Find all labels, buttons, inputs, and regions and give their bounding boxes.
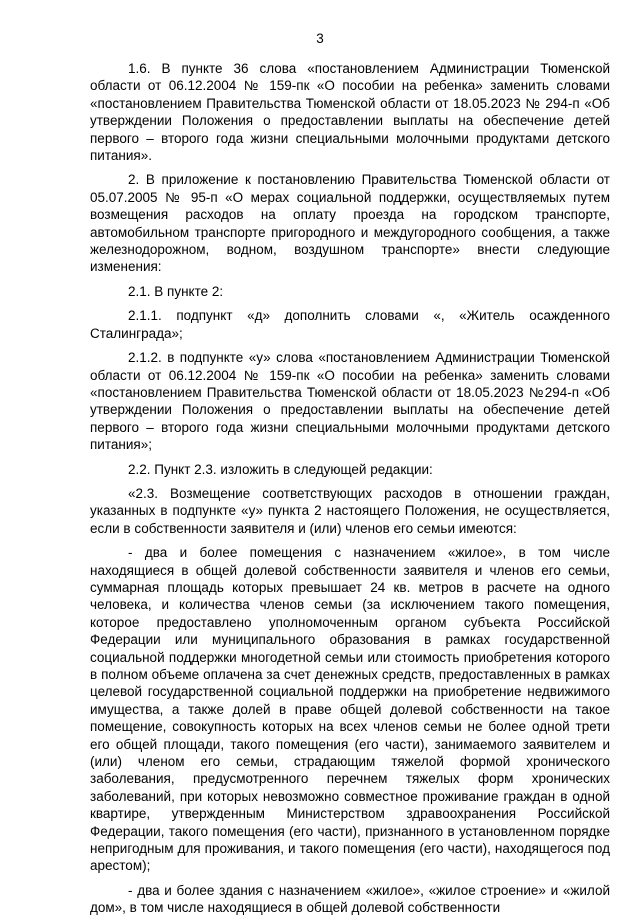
paragraph-2-2: 2.2. Пункт 2.3. изложить в следующей редакции: [128,461,433,477]
paragraph-2: 2. В приложение к постановлению Правительства Тюменской области от 05.07.2005 № 95-п «О мерах социальной поддержки, осуществляемых путем возмещения расходов на оплату проезда на городском транспорте, автомобильном транспорте пригородного и междугородного сообщения, а также железнодорожном, водном, воздушном транспорте» внести следующие изменения: [90,172,610,275]
page-number: 3 [316,31,324,46]
document-body [90,60,610,924]
paragraph-2-1-2: 2.1.2. в подпункте «у» слова «постановлением Администрации Тюменской области от 06.12.2004 № 159-пк «О пособии на ребенка» заменить словами «постановлением Правительства Тюменской области от 18.05.2023 №294-п «Об утверждении Положения о предоставлении выплаты на обеспечение детей первого – второго года жизни специальными молочными продуктами детского питания»; [90,350,610,453]
list-item-buildings: - два и более здания с назначением «жилое», «жилое строение» и «жилой дом», в том числе находящиеся в общей долевой собственности [90,882,610,916]
list-item-premises: - два и более помещения с назначением «жилое», в том числе находящиеся в общей долевой собственности заявителя и членов его семьи, суммарная площадь которых превышает 24 кв. метров в расчете на одного человека, и количества членов семьи (за исключением такого помещения, которое предоставлено уполномоченным органом субъекта Российской Федерации или муниципального образования в рамках государственной социальной поддержки многодетной семьи или стоимость приобретения которого в полном объеме оплачена за счет денежных средств, предоставленных в рамках целевой государственной социальной поддержки на приобретение недвижимого имущества, а также долей в праве общей долевой собственности на такое помещение, совокупность которых на всех членов семьи не более одной трети его общей площади, такого помещения (его части), занимаемого заявителем и (или) членом его семьи, страдающим тяжелой формой хронического заболевания, предусмотренного перечнем тяжелых форм хронических заболеваний, при которых невозможно совместное проживание граждан в одной квартире, утвержденным Министерством здравоохранения Российской Федерации, такого помещения (его части), признанного в установленном порядке непригодным для проживания, и такого помещения (его части), находящегося под арестом); [90,545,610,874]
paragraph-2-1: 2.1. В пункте 2: [128,283,224,299]
paragraph-2-1-1: 2.1.1. подпункт «д» дополнить словами «, «Житель осажденного Сталинграда»; [90,308,610,341]
paragraph-2-3: «2.3. Возмещение соответствующих расходов в отношении граждан, указанных в подпункте «у» пункта 2 настоящего Положения, не осуществляется, если в собственности заявителя и (или) членов его семьи имеются: [90,485,610,536]
paragraph-1-6: 1.6. В пункте 36 слова «постановлением Администрации Тюменской области от 06.12.2004 № 159-пк «О пособии на ребенка» заменить словами «постановлением Правительства Тюменской области от 18.05.2023 № 294-п «Об утверждении Положения о предоставлении выплаты на обеспечение детей первого – второго года жизни специальными молочными продуктами детского питания». [90,61,610,164]
